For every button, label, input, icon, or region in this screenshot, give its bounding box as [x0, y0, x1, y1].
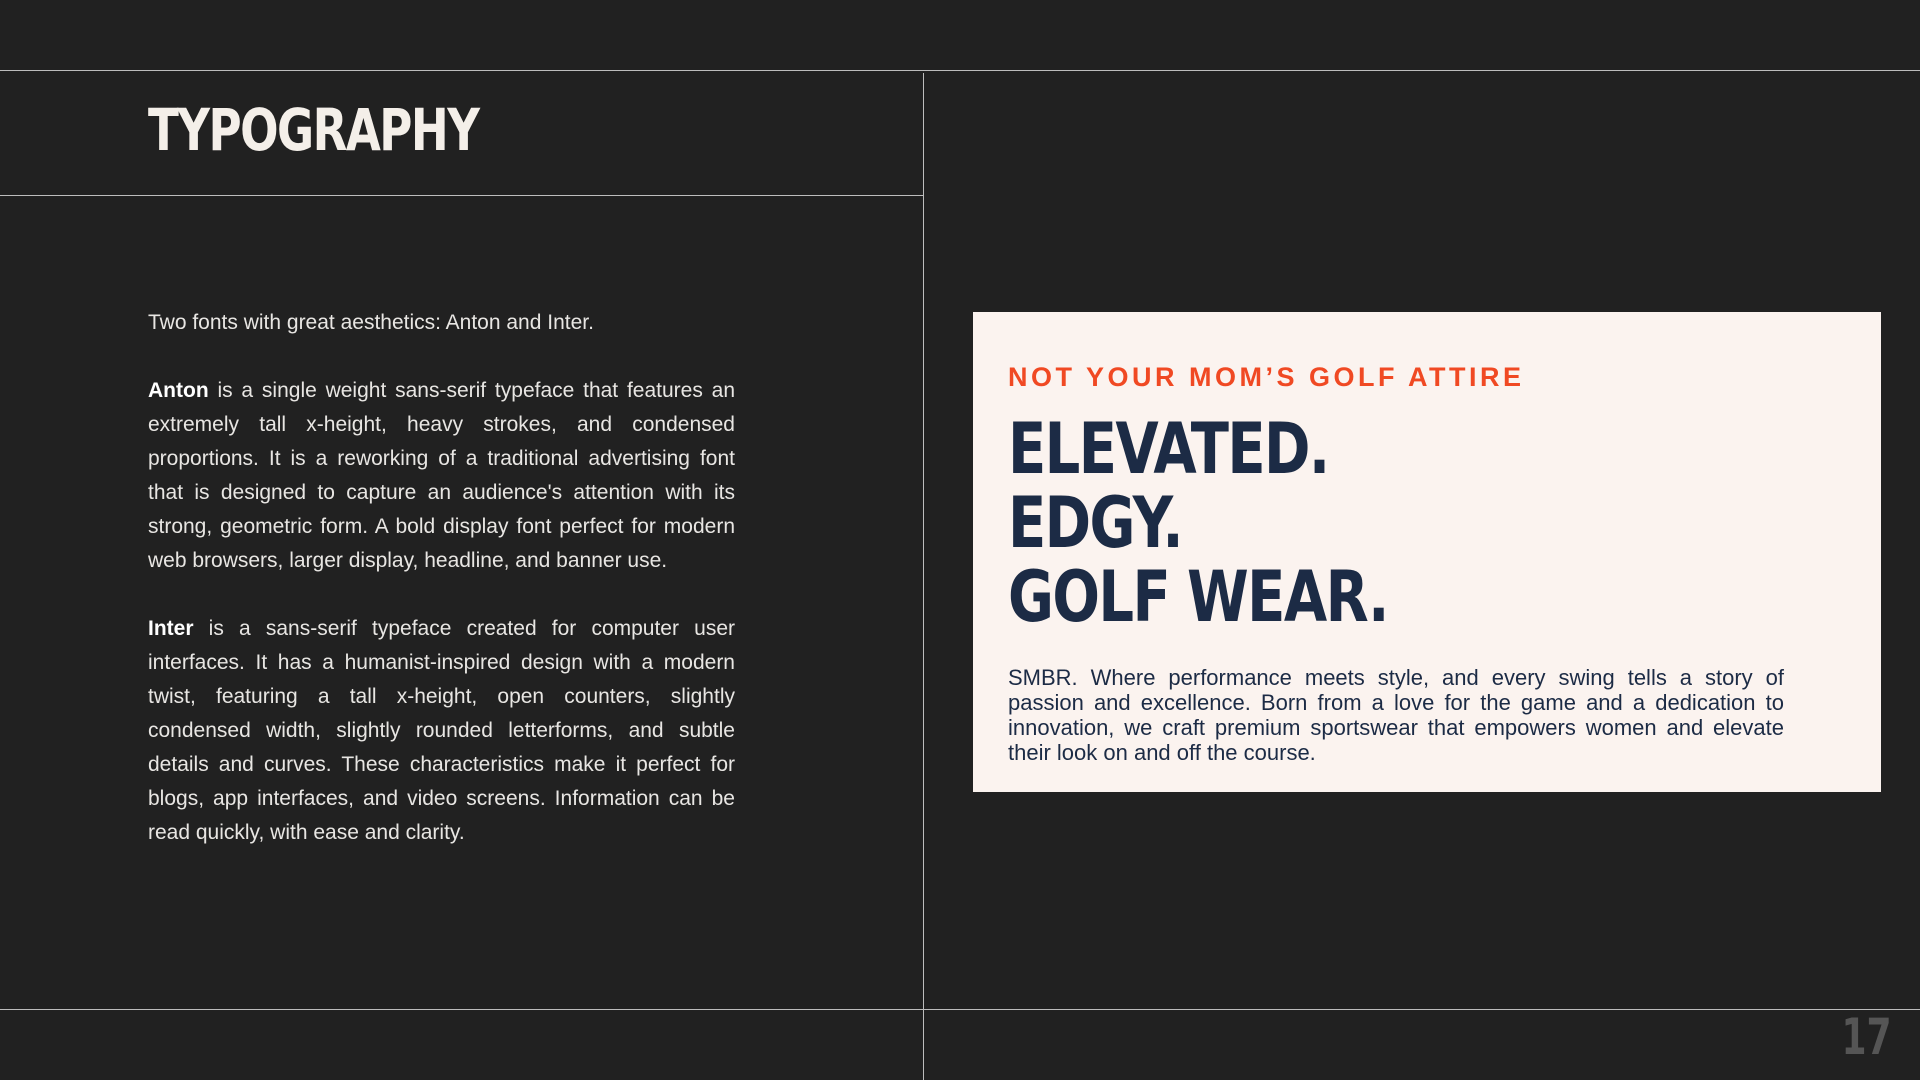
typography-sample-card [973, 312, 1881, 792]
headline-line: ELEVATED. [1008, 408, 1329, 490]
intro-paragraph: Two fonts with great aesthetics: Anton and Inter. [148, 311, 594, 334]
inter-font-name: Inter [148, 617, 194, 640]
sample-tagline: NOT YOUR MOM’S GOLF ATTIRE [1008, 362, 1525, 392]
top-rule [0, 70, 1920, 71]
sample-headline [1008, 408, 1388, 638]
title-underline-rule [0, 195, 924, 196]
anton-description: is a single weight sans-serif typeface that features an extremely tall x-height, heavy strokes, and condensed proportions. It is a reworking of a traditional advertising font that is designed to capture an audience's attention with its strong, geometric form. A bold display font perfect for modern web browsers, larger display, headline, and banner use. [148, 379, 735, 572]
bottom-rule [0, 1009, 1920, 1010]
headline-line: GOLF WEAR. [1008, 556, 1388, 638]
column-divider [923, 73, 924, 1080]
sample-body-text: SMBR. Where performance meets style, and every swing tells a story of passion and excellence. Born from a love for the game and a dedication to innovation, we craft premium sportswear that empowers women and elevate their look on and off the course. [1008, 665, 1784, 765]
inter-description: is a sans-serif typeface created for computer user interfaces. It has a humanist-inspired design with a modern twist, featuring a tall x-height, open counters, slightly condensed width, slightly rounded letterforms, and subtle details and curves. These characteristics make it perfect for blogs, app interfaces, and video screens. Information can be read quickly, with ease and clarity. [148, 617, 735, 844]
headline-line: EDGY. [1008, 482, 1183, 564]
page-title: TYPOGRAPHY [148, 96, 479, 164]
anton-font-name: Anton [148, 379, 209, 402]
page-number: 17 [1841, 1008, 1892, 1066]
anton-paragraph [148, 374, 735, 578]
inter-paragraph [148, 612, 735, 850]
font-description-column [148, 306, 735, 850]
